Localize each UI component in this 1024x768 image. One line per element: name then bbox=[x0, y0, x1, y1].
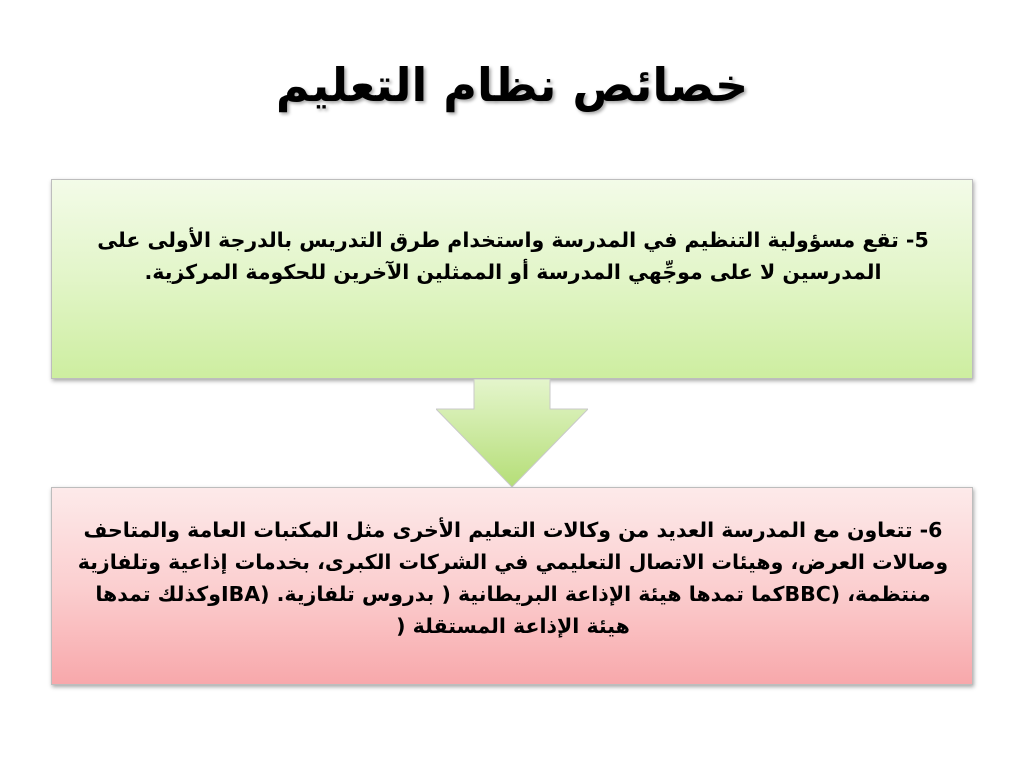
point-5-text: 5- تقع مسؤولية التنظيم في المدرسة واستخدام طرق التدريس بالدرجة الأولى على المدرسين لا على موجِّهي المدرسة أو الممثلين الآخرين للحكومة المركزية. bbox=[97, 228, 929, 284]
point-6-text: 6- تتعاون مع المدرسة العديد من وكالات التعليم الأخرى مثل المكتبات العامة والمتاحف وصالات العرض، وهيئات الاتصال التعليمي في الشركات الكبرى، بخدمات إذاعية وتلفازية منتظمة، (BBCكما تمدها هيئة الإذاعة البريطانية ( بدروس تلفازية. (IBAوكذلك تمدها هيئة الإذاعة المستقلة ( bbox=[77, 518, 949, 638]
point-6-box bbox=[51, 487, 973, 685]
down-arrow-icon bbox=[436, 379, 588, 487]
slide-title: خصائص نظام التعليم bbox=[275, 58, 749, 112]
point-5-box bbox=[51, 179, 973, 379]
